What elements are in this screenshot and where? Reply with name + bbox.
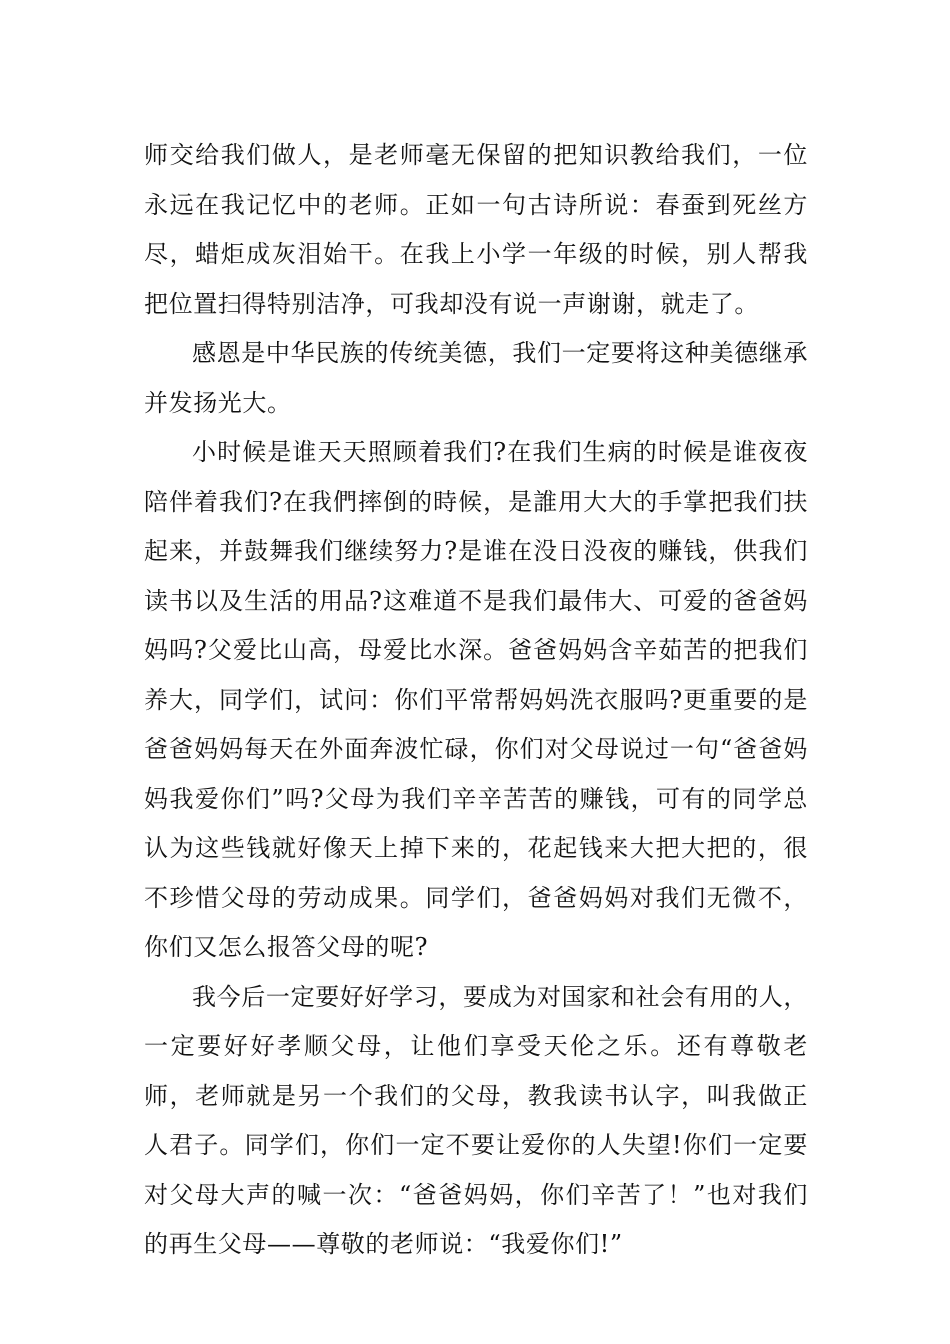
paragraph-gratitude: 感恩是中华民族的传统美德，我们一定要将这种美德继承并发扬光大。 — [144, 339, 808, 417]
paragraph-resolution: 我今后一定要好好学习，要成为对国家和社会有用的人，一定要好好孝顺父母，让他们享受天伦之乐。还有尊敬老师，老师就是另一个我们的父母，教我读书认字，叫我做正人君子。同学们，你们一定不要让爱你的人失望!你们一定要对父母大声的喊一次：“爸爸妈妈，你们辛苦了！”也对我们的再生父母——尊敬的老师说：“我爱你们!” — [144, 982, 808, 1258]
paragraph-parents: 小时候是谁天天照顾着我们?在我们生病的时候是谁夜夜陪伴着我们?在我們摔倒的時候，是誰用大大的手掌把我们扶起来，并鼓舞我们继续努力?是谁在没日没夜的赚钱，供我们读书以及生活的用品?这难道不是我们最伟大、可爱的爸爸妈妈吗?父爱比山高，母爱比水深。爸爸妈妈含辛茹苦的把我们养大，同学们，试问：你们平常帮妈妈洗衣服吗?更重要的是爸爸妈妈每天在外面奔波忙碌，你们对父母说过一句“爸爸妈妈我爱你们”吗?父母为我们辛辛苦苦的赚钱，可有的同学总认为这些钱就好像天上掉下来的，花起钱来大把大把的，很不珍惜父母的劳动成果。同学们，爸爸妈妈对我们无微不，你们又怎么报答父母的呢? — [144, 438, 808, 961]
paragraph-continued: 师交给我们做人，是老师毫无保留的把知识教给我们，一位永远在我记忆中的老师。正如一句古诗所说：春蚕到死丝方尽，蜡炬成灰泪始干。在我上小学一年级的时候，别人帮我把位置扫得特别洁净，可我却没有说一声谢谢，就走了。 — [144, 141, 808, 318]
document-body — [144, 131, 808, 1270]
